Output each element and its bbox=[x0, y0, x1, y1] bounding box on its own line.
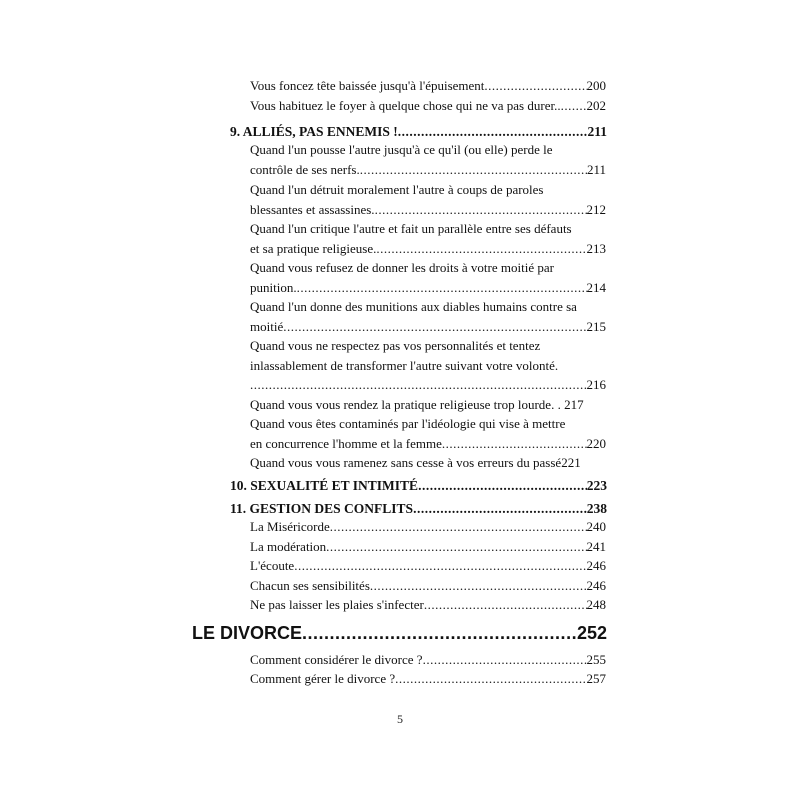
toc-entry-title: punition. bbox=[250, 280, 297, 295]
toc-chapter bbox=[230, 123, 607, 141]
dot-leader bbox=[297, 279, 587, 297]
toc-entry bbox=[250, 201, 606, 219]
toc-entry-line: Quand vous ne respectez pas vos personnalités et tentez bbox=[250, 338, 541, 353]
toc-entry-line: Quand vous vous ramenez sans cesse à vos erreurs du passé221 bbox=[250, 455, 581, 470]
toc-entry bbox=[250, 518, 606, 536]
toc-entry-title: Chacun ses sensibilités bbox=[250, 578, 370, 593]
toc-entry bbox=[250, 651, 606, 669]
toc-entry-title: Vous habituez le foyer à quelque chose qui ne va pas durer.. bbox=[250, 98, 561, 113]
toc-entry-line: Quand l'un pousse l'autre jusqu'à ce qu'il (ou elle) perde le bbox=[250, 142, 553, 157]
toc-entry bbox=[250, 577, 606, 595]
toc-entry-page: 246 bbox=[586, 558, 606, 573]
toc-entry-line: Quand l'un détruit moralement l'autre à coups de paroles bbox=[250, 182, 544, 197]
toc-chapter bbox=[230, 477, 607, 495]
toc-chapter-page: 223 bbox=[586, 478, 607, 493]
toc-entry-page: 215 bbox=[586, 319, 606, 334]
toc-chapter-page: 238 bbox=[586, 501, 607, 516]
toc-entry-title: Comment gérer le divorce ? bbox=[250, 671, 396, 686]
toc-entry-page: 255 bbox=[586, 652, 606, 667]
toc-entry-page: 240 bbox=[586, 519, 606, 534]
toc-entry-line: inlassablement de transformer l'autre suivant votre volonté. bbox=[250, 358, 559, 373]
dot-leader bbox=[294, 557, 586, 575]
toc-entry-line: Quand vous vous rendez la pratique religieuse trop lourde. . 217 bbox=[250, 397, 584, 412]
toc-entry-page: 246 bbox=[586, 578, 606, 593]
toc-entry-title: L'écoute bbox=[250, 558, 295, 573]
toc-part-title: LE DIVORCE bbox=[192, 623, 303, 643]
toc-chapter-page: 211 bbox=[587, 124, 607, 139]
toc-entry bbox=[250, 435, 606, 453]
toc-entry-line: Quand l'un donne des munitions aux diables humains contre sa bbox=[250, 299, 577, 314]
dot-leader bbox=[424, 596, 587, 614]
toc-entry-page: 248 bbox=[586, 597, 606, 612]
dot-leader bbox=[423, 651, 587, 669]
dot-leader bbox=[484, 77, 586, 95]
toc-entry-title: en concurrence l'homme et la femme bbox=[250, 436, 442, 451]
toc-entry-page: 220 bbox=[586, 436, 606, 451]
toc-entry-title: blessantes et assassines. bbox=[250, 202, 375, 217]
toc-entry-title: moitié bbox=[250, 319, 284, 334]
toc-chapter-title: 10. SEXUALITÉ ET INTIMITÉ bbox=[230, 478, 419, 493]
toc-chapter-title: 9. ALLIÉS, PAS ENNEMIS ! bbox=[230, 124, 398, 139]
toc-entry-page: 211 bbox=[586, 162, 606, 177]
toc-entry bbox=[250, 670, 606, 688]
dot-leader bbox=[398, 123, 588, 141]
toc-entry bbox=[250, 538, 606, 556]
toc-entry-title: contrôle de ses nerfs. bbox=[250, 162, 360, 177]
dot-leader bbox=[395, 670, 586, 688]
toc-entry-title: La modération bbox=[250, 539, 327, 554]
toc-entry-page: 212 bbox=[586, 202, 606, 217]
dot-leader bbox=[370, 577, 587, 595]
toc-entry-line: Quand vous refusez de donner les droits à votre moitié par bbox=[250, 260, 554, 275]
toc-entry bbox=[250, 376, 606, 394]
dot-leader bbox=[283, 318, 586, 336]
toc-entry bbox=[250, 97, 606, 115]
dot-leader bbox=[376, 240, 586, 258]
toc-entry-page: 200 bbox=[586, 78, 606, 93]
toc-entry-line: Quand vous êtes contaminés par l'idéologie qui vise à mettre bbox=[250, 416, 566, 431]
toc-entry bbox=[250, 279, 606, 297]
dot-leader bbox=[375, 201, 587, 219]
dot-leader bbox=[360, 161, 587, 179]
toc-entry bbox=[250, 318, 606, 336]
toc-entry-page: 214 bbox=[586, 280, 606, 295]
toc-chapter bbox=[230, 500, 607, 518]
toc-entry-title: Vous foncez tête baissée jusqu'à l'épuisement bbox=[250, 78, 485, 93]
toc-entry-page: 202 bbox=[586, 98, 606, 113]
toc-entry-page: 241 bbox=[586, 539, 606, 554]
dot-leader bbox=[442, 435, 587, 453]
toc-entry-page: 216 bbox=[586, 377, 606, 392]
toc-entry-page: 213 bbox=[586, 241, 606, 256]
page-number: 5 bbox=[397, 712, 403, 726]
toc-entry bbox=[250, 77, 606, 95]
toc-chapter-title: 11. GESTION DES CONFLITS bbox=[230, 501, 414, 516]
dot-leader bbox=[413, 500, 587, 518]
toc-entry bbox=[250, 557, 606, 575]
toc-entry-title: et sa pratique religieuse. bbox=[250, 241, 377, 256]
dot-leader bbox=[302, 621, 577, 645]
toc-entry-title: La Miséricorde bbox=[250, 519, 330, 534]
toc-entry bbox=[250, 161, 606, 179]
dot-leader bbox=[330, 518, 587, 536]
dot-leader bbox=[561, 97, 587, 115]
dot-leader bbox=[250, 376, 587, 394]
dot-leader bbox=[326, 538, 586, 556]
toc-entry bbox=[250, 596, 606, 614]
toc-entry-page: 257 bbox=[586, 671, 606, 686]
toc-entry bbox=[250, 240, 606, 258]
toc-part bbox=[192, 621, 607, 645]
toc-entry-title: Ne pas laisser les plaies s'infecter bbox=[250, 597, 424, 612]
dot-leader bbox=[418, 477, 587, 495]
toc-entry-title: Comment considérer le divorce ? bbox=[250, 652, 423, 667]
toc-part-page: 252 bbox=[576, 623, 607, 643]
toc-entry-line: Quand l'un critique l'autre et fait un parallèle entre ses défauts bbox=[250, 221, 572, 236]
